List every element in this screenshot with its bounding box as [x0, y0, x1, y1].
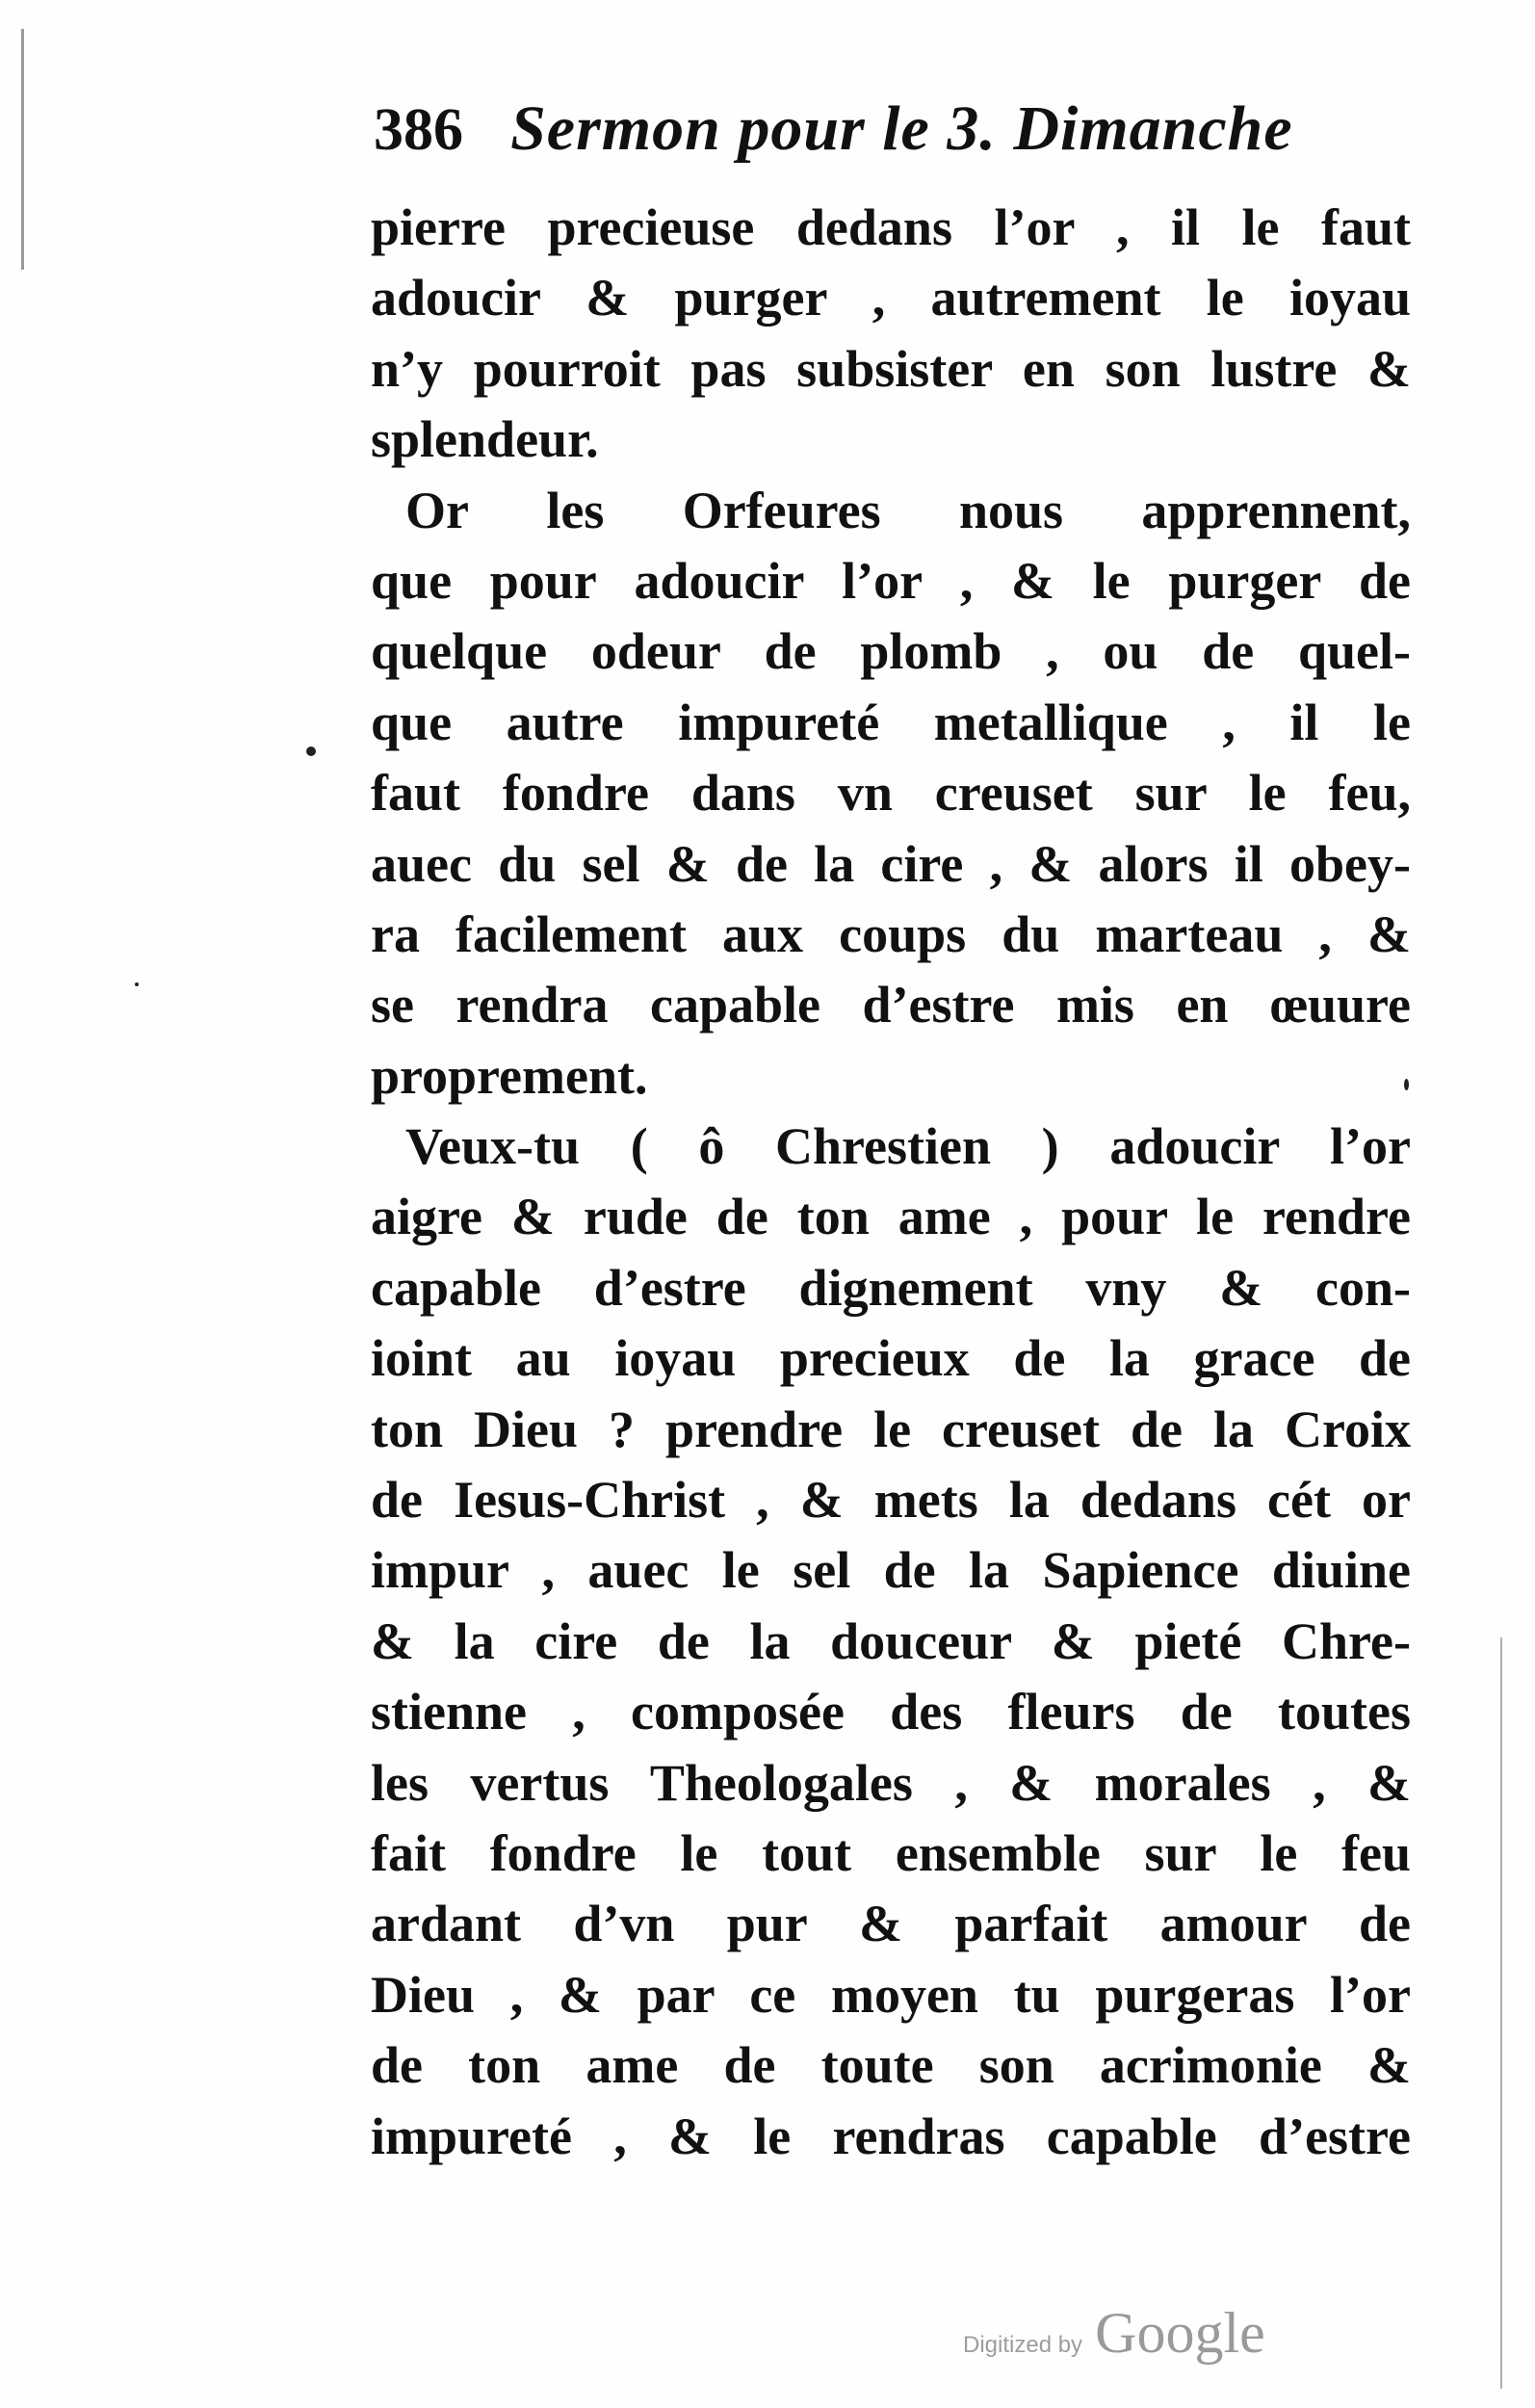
text-line: splendeur.: [371, 410, 599, 469]
text-line: capable d’estre dignement vny & con-: [371, 1258, 1411, 1317]
text-line: Or les Orfeures nous apprennent,: [405, 481, 1411, 539]
text-line: auec du sel & de la cire , & alors il obey-: [371, 834, 1411, 893]
digitized-watermark: [963, 2300, 1265, 2367]
running-head-title: Sermon pour le 3. Dimanche: [510, 93, 1293, 164]
text-line: que autre impureté metallique , il le: [371, 693, 1411, 751]
text-line: ardant d’vn pur & parfait amour de: [371, 1895, 1411, 1953]
text-line: de ton ame de toute son acrimonie &: [371, 2036, 1411, 2095]
text-line: faut fondre dans vn creuset sur le feu,: [371, 764, 1411, 823]
scan-edge-right: [1500, 1637, 1502, 2389]
text-line: stienne , composée des fleurs de toutes: [371, 1683, 1411, 1741]
scan-edge-left: [21, 29, 24, 270]
text-line: ton Dieu ? prendre le creuset de la Croix: [371, 1400, 1411, 1458]
text-line: pierre precieuse dedans l’or , il le faut: [371, 198, 1411, 256]
text-line: proprement.: [371, 1046, 648, 1105]
text-line: adoucir & purger , autrement le ioyau: [371, 269, 1411, 327]
running-head: [374, 92, 1433, 179]
text-line: les vertus Theologales , & morales , &: [371, 1753, 1411, 1812]
text-line: quelque odeur de plomb , ou de quel-: [371, 622, 1411, 681]
text-line: ioint au ioyau precieux de la grace de: [371, 1329, 1411, 1388]
text-line: que pour adoucir l’or , & le purger de: [371, 551, 1411, 610]
ink-speck: [135, 982, 139, 986]
text-line: n’y pourroit pas subsister en son lustre &: [371, 339, 1411, 398]
page-number: 386: [374, 97, 463, 163]
text-line: Dieu , & par ce moyen tu purgeras l’or: [371, 1965, 1411, 2024]
text-line: se rendra capable d’estre mis en œuure: [371, 976, 1411, 1034]
body-text: [371, 193, 1411, 2172]
text-line: de Iesus-Christ , & mets la dedans cét or: [371, 1471, 1411, 1530]
watermark-prefix: Digitized by: [963, 2332, 1083, 2358]
text-line: impur , auec le sel de la Sapience diuine: [371, 1541, 1411, 1600]
text-line: aigre & rude de ton ame , pour le rendre: [371, 1188, 1411, 1246]
google-logo: Google: [1095, 2301, 1265, 2365]
text-line: Veux-tu ( ô Chrestien ) adoucir l’or: [405, 1117, 1411, 1176]
text-line: ra facilement aux coups du marteau , &: [371, 904, 1411, 963]
text-line: fait fondre le tout ensemble sur le feu: [371, 1823, 1411, 1882]
text-line: impureté , & le rendras capable d’estre: [371, 2107, 1411, 2165]
text-line: & la cire de la douceur & pieté Chre-: [371, 1611, 1411, 1670]
ink-speck: [306, 746, 316, 756]
